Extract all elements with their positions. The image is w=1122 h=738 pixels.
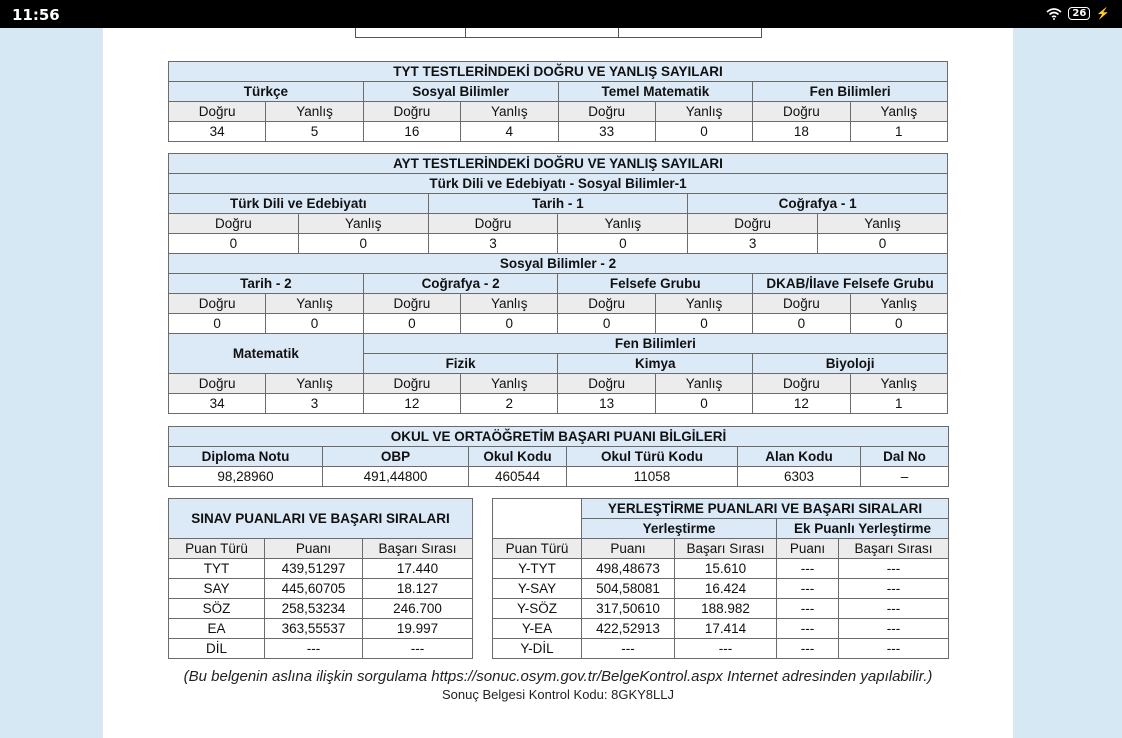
- tyt-value: 33: [558, 122, 655, 142]
- basari-sirasi: 188.982: [675, 599, 777, 619]
- ayt-value: 13: [558, 394, 655, 414]
- yanlis-label: Yanlış: [818, 214, 948, 234]
- puan-turu: Y-EA: [493, 619, 582, 639]
- puan-turu: TYT: [169, 559, 265, 579]
- puan: 439,51297: [265, 559, 363, 579]
- puan: 422,52913: [582, 619, 675, 639]
- dogru-label: Doğru: [169, 102, 266, 122]
- ek-puan: ---: [777, 639, 839, 659]
- ayt-value: 0: [461, 314, 558, 334]
- ayt-value: 0: [753, 314, 850, 334]
- matematik-header: Matematik: [169, 334, 364, 374]
- yanlis-label: Yanlış: [266, 102, 363, 122]
- ayt-table: [168, 153, 948, 414]
- dogru-label: Doğru: [169, 214, 299, 234]
- ayt-subject: Coğrafya - 2: [363, 274, 558, 294]
- ek-basari-sirasi: ---: [839, 639, 949, 659]
- puan-turu: DİL: [169, 639, 265, 659]
- table-row: [493, 579, 949, 599]
- dogru-label: Doğru: [428, 214, 558, 234]
- yanlis-label: Yanlış: [461, 294, 558, 314]
- ayt-value: 3: [428, 234, 558, 254]
- dogru-label: Doğru: [363, 374, 460, 394]
- ayt-value: 0: [655, 394, 752, 414]
- yanlis-label: Yanlış: [850, 294, 947, 314]
- tyt-value: 4: [461, 122, 558, 142]
- yanlis-label: Yanlış: [461, 374, 558, 394]
- ayt-title: AYT TESTLERİNDEKİ DOĞRU VE YANLIŞ SAYILARI: [169, 154, 948, 174]
- okul-header: Okul Kodu: [469, 447, 567, 467]
- table-row: [169, 599, 473, 619]
- dogru-label: Doğru: [363, 102, 460, 122]
- table-row: [493, 559, 949, 579]
- ayt-value: 3: [266, 394, 363, 414]
- dogru-label: Doğru: [558, 294, 655, 314]
- basari-sirasi: 15.610: [675, 559, 777, 579]
- ek-puan: ---: [777, 619, 839, 639]
- ayt-value: 0: [298, 234, 428, 254]
- dogru-label: Doğru: [558, 102, 655, 122]
- verification-note: (Bu belgenin aslına ilişkin sorgulama https://sonuc.osym.gov.tr/BelgeKontrol.aspx Internet adresinden yapılabilir.): [183, 668, 933, 685]
- table-row: [493, 619, 949, 639]
- sinav-header: Puan Türü: [169, 539, 265, 559]
- yerlestirme-title: YERLEŞTİRME PUANLARI VE BAŞARI SIRALARI: [582, 499, 949, 519]
- ayt-subject: Felsefe Grubu: [558, 274, 753, 294]
- ayt-value: 3: [688, 234, 818, 254]
- yanlis-label: Yanlış: [298, 214, 428, 234]
- table-row: [169, 639, 473, 659]
- puan: ---: [265, 639, 363, 659]
- tyt-subject: Türkçe: [169, 82, 364, 102]
- dogru-label: Doğru: [558, 374, 655, 394]
- okul-value: 11058: [567, 467, 738, 487]
- puan-turu: SÖZ: [169, 599, 265, 619]
- puan-turu: SAY: [169, 579, 265, 599]
- dogru-label: Doğru: [169, 374, 266, 394]
- ayt-value: 0: [850, 314, 947, 334]
- ek-puan: ---: [777, 579, 839, 599]
- status-time: 11:56: [12, 6, 60, 24]
- previous-table-edge: [355, 28, 762, 38]
- ayt-subject: DKAB/İlave Felsefe Grubu: [753, 274, 948, 294]
- ayt-subject: Tarih - 1: [428, 194, 688, 214]
- puan-turu: Y-TYT: [493, 559, 582, 579]
- dogru-label: Doğru: [688, 214, 818, 234]
- wifi-icon: [1046, 8, 1062, 20]
- yanlis-label: Yanlış: [558, 214, 688, 234]
- ayt-value: 0: [558, 314, 655, 334]
- yanlis-label: Yanlış: [655, 102, 752, 122]
- okul-value: 491,44800: [323, 467, 469, 487]
- ek-puan: ---: [777, 559, 839, 579]
- ayt-value: 0: [169, 314, 266, 334]
- yanlis-label: Yanlış: [266, 374, 363, 394]
- puan: 363,55537: [265, 619, 363, 639]
- ayt-subject: Türk Dili ve Edebiyatı: [169, 194, 429, 214]
- ayt-subject: Fizik: [363, 354, 558, 374]
- basari-sirasi: 17.414: [675, 619, 777, 639]
- puan: 317,50610: [582, 599, 675, 619]
- tyt-value: 16: [363, 122, 460, 142]
- ayt-subject: Coğrafya - 1: [688, 194, 948, 214]
- yanlis-label: Yanlış: [850, 374, 947, 394]
- ayt-value: 0: [169, 234, 299, 254]
- ayt-value: 0: [818, 234, 948, 254]
- basari-sirasi: 17.440: [363, 559, 473, 579]
- puan-turu: Y-DİL: [493, 639, 582, 659]
- status-bar: [0, 0, 1122, 28]
- puan: 504,58081: [582, 579, 675, 599]
- ek-puanli-sub: Ek Puanlı Yerleştirme: [777, 519, 949, 539]
- yanlis-label: Yanlış: [850, 102, 947, 122]
- okul-header: Alan Kodu: [738, 447, 861, 467]
- table-row: [493, 639, 949, 659]
- tyt-subject: Fen Bilimleri: [753, 82, 948, 102]
- sinav-header: Başarı Sırası: [363, 539, 473, 559]
- okul-table: [168, 426, 949, 487]
- status-icons: [1046, 7, 1110, 20]
- puan-turu: Y-SÖZ: [493, 599, 582, 619]
- okul-title: OKUL VE ORTAÖĞRETİM BAŞARI PUANI BİLGİLERİ: [169, 427, 949, 447]
- control-code: Sonuç Belgesi Kontrol Kodu: 8GKY8LLJ: [442, 687, 674, 702]
- ayt-value: 0: [558, 234, 688, 254]
- ek-basari-sirasi: ---: [839, 599, 949, 619]
- tyt-table: [168, 61, 948, 142]
- ek-basari-sirasi: ---: [839, 619, 949, 639]
- yer-header: Başarı Sırası: [839, 539, 949, 559]
- dogru-label: Doğru: [169, 294, 266, 314]
- tyt-value: 0: [655, 122, 752, 142]
- okul-value: 460544: [469, 467, 567, 487]
- yer-header: Başarı Sırası: [675, 539, 777, 559]
- ayt-subject: Tarih - 2: [169, 274, 364, 294]
- dogru-label: Doğru: [753, 102, 850, 122]
- okul-header: Diploma Notu: [169, 447, 323, 467]
- ayt-value: 0: [266, 314, 363, 334]
- basari-sirasi: 18.127: [363, 579, 473, 599]
- okul-value: –: [861, 467, 949, 487]
- yanlis-label: Yanlış: [461, 102, 558, 122]
- puan: 258,53234: [265, 599, 363, 619]
- yer-header: Puanı: [777, 539, 839, 559]
- ayt-group1-title: Türk Dili ve Edebiyatı - Sosyal Bilimler-1: [169, 174, 948, 194]
- sinav-header: Puanı: [265, 539, 363, 559]
- table-row: [169, 619, 473, 639]
- dogru-label: Doğru: [753, 294, 850, 314]
- tyt-value: 1: [850, 122, 947, 142]
- ek-basari-sirasi: ---: [839, 559, 949, 579]
- fen-bilimleri-header: Fen Bilimleri: [363, 334, 947, 354]
- ayt-value: 1: [850, 394, 947, 414]
- table-row: [169, 559, 473, 579]
- okul-value: 98,28960: [169, 467, 323, 487]
- ayt-subject: Biyoloji: [753, 354, 948, 374]
- yanlis-label: Yanlış: [655, 294, 752, 314]
- ayt-value: 2: [461, 394, 558, 414]
- puan-turu: Y-SAY: [493, 579, 582, 599]
- table-row: [493, 599, 949, 619]
- charging-icon: ⚡: [1096, 8, 1110, 20]
- ayt-subject: Kimya: [558, 354, 753, 374]
- table-row: [169, 579, 473, 599]
- blank-cell: [493, 499, 582, 539]
- yanlis-label: Yanlış: [266, 294, 363, 314]
- basari-sirasi: 246.700: [363, 599, 473, 619]
- ayt-value: 34: [169, 394, 266, 414]
- yer-header: Puan Türü: [493, 539, 582, 559]
- okul-value: 6303: [738, 467, 861, 487]
- ayt-value: 0: [363, 314, 460, 334]
- puan: 445,60705: [265, 579, 363, 599]
- tyt-value: 5: [266, 122, 363, 142]
- ek-basari-sirasi: ---: [839, 579, 949, 599]
- ayt-value: 12: [753, 394, 850, 414]
- okul-header: Okul Türü Kodu: [567, 447, 738, 467]
- tyt-subject: Temel Matematik: [558, 82, 753, 102]
- ek-puan: ---: [777, 599, 839, 619]
- dogru-label: Doğru: [753, 374, 850, 394]
- puan: ---: [582, 639, 675, 659]
- tyt-value: 18: [753, 122, 850, 142]
- dogru-label: Doğru: [363, 294, 460, 314]
- yanlis-label: Yanlış: [655, 374, 752, 394]
- yer-header: Puanı: [582, 539, 675, 559]
- document-page: [103, 28, 1013, 738]
- tyt-title: TYT TESTLERİNDEKİ DOĞRU VE YANLIŞ SAYILARI: [169, 62, 948, 82]
- puan-turu: EA: [169, 619, 265, 639]
- okul-header: OBP: [323, 447, 469, 467]
- basari-sirasi: 16.424: [675, 579, 777, 599]
- puan: 498,48673: [582, 559, 675, 579]
- tyt-subject: Sosyal Bilimler: [363, 82, 558, 102]
- ayt-value: 12: [363, 394, 460, 414]
- ayt-value: 0: [655, 314, 752, 334]
- yerlestirme-sub: Yerleştirme: [582, 519, 777, 539]
- yerlestirme-table: [492, 498, 949, 659]
- basari-sirasi: ---: [363, 639, 473, 659]
- basari-sirasi: ---: [675, 639, 777, 659]
- battery-icon: 26: [1068, 7, 1090, 20]
- tyt-value: 34: [169, 122, 266, 142]
- sinav-table: [168, 498, 473, 659]
- sinav-title: SINAV PUANLARI VE BAŞARI SIRALARI: [169, 499, 473, 539]
- okul-header: Dal No: [861, 447, 949, 467]
- basari-sirasi: 19.997: [363, 619, 473, 639]
- ayt-group2-title: Sosyal Bilimler - 2: [169, 254, 948, 274]
